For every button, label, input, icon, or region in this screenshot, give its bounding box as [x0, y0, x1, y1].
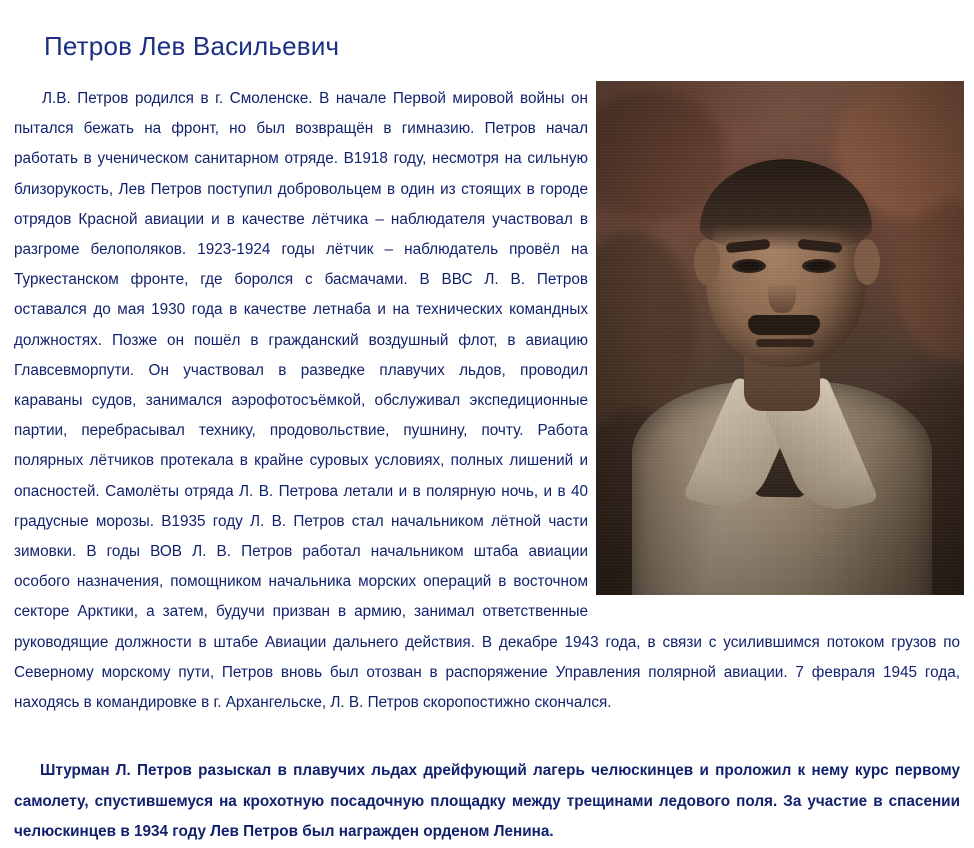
photo-text-wrap-spacer — [588, 84, 960, 600]
page-title: Петров Лев Васильевич — [44, 31, 340, 62]
biography-paragraph: Л.В. Петров родился в г. Смоленске. В начале Первой мировой войны он пытался бежать на фронт, но был возвращён в гимназию. Петров начал работать в ученическом санитарном отряде. В1918 году, несмотря на сильную близорукость, Лев Петров поступил добровольцем в один из стоящих в городе отрядов Красной авиации и в качестве лётчика – наблюдателя участвовал в разгроме белополяков. 1923-1924 годы лётчик – наблюдатель провёл на Туркестанском фронте, где боролся с басмачами. В ВВС Л. В. Петров оставался до мая 1930 года в качестве летнаба и на технических командных должностях. Позже он пошёл в гражданский воздушный флот, в авиацию Главсевморпути. Он участвовал в разведке плавучих льдов, проводил караваны судов, занимался аэрофотосъёмкой, обслуживал экспедиционные партии, перебрасывал технику, продовольствие, пушнину, почту. Работа полярных лётчиков протекала в крайне суровых условиях, полных лишений и опасностей. Самолёты отряда Л. В. Петрова летали и в полярную ночь, и в 40 градусные морозы. В1935 году Л. В. Петров стал начальником лётной части зимовки. В годы ВОВ Л. В. Петров работал начальником штаба авиации особого назначения, помощником начальника морских операций в восточном секторе Арктики, а затем, будучи призван в армию, занимал ответственные руководящие должности в штабе Авиации дальнего действия. В декабре 1943 года, в связи с усилившимся потоком грузов по Северному морскому пути, Петров вновь был отозван в распоряжение Управления полярной авиации. 7 февраля 1945 года, находясь в командировке в г. Архангельске, Л. В. Петров скоропостижно скончался. — [14, 90, 960, 712]
footnote-text: Штурман Л. Петров разыскал в плавучих льдах дрейфующий лагерь челюскинцев и проложил к нему курс первому самолету, спустившемуся на крохотную посадочную площадку между трещинами ледового поля. За участие в спасении челюскинцев в 1934 году Лев Петров был награжден орденом Ленина. — [14, 762, 960, 840]
biography-text — [14, 84, 960, 718]
footnote-block — [14, 756, 960, 848]
